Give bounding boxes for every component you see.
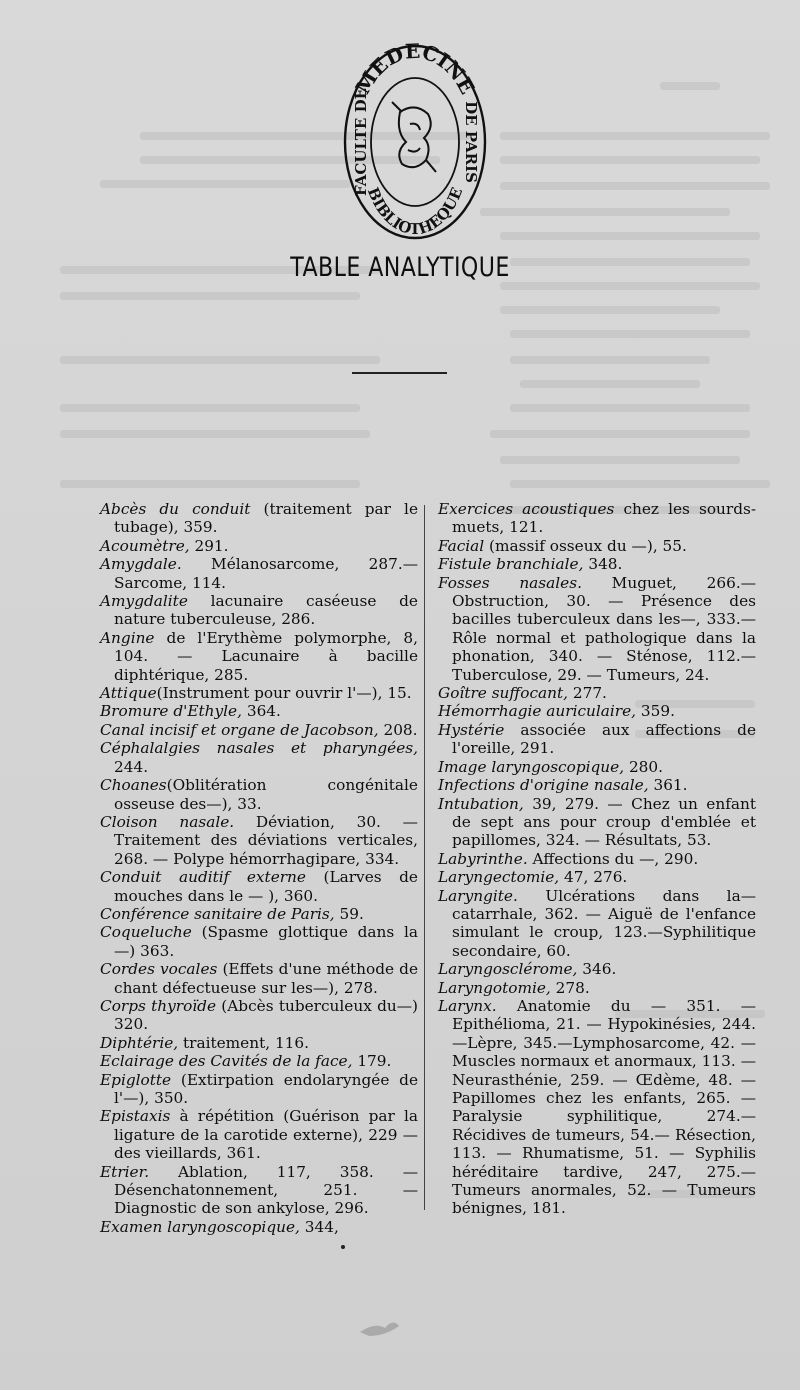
index-entry-text: chez les sourds-muets, 121. — [452, 500, 757, 537]
index-entry — [438, 960, 756, 978]
index-entry — [438, 776, 756, 794]
index-entry-text: (Abcès tuberculeux du—) 320. — [114, 996, 418, 1034]
index-entry — [438, 537, 756, 555]
index-entry-text: lacunaire caséeuse de nature tuberculeuse, 286. — [114, 592, 418, 629]
index-entry-heading: Corps thyroïde — [100, 996, 217, 1015]
index-entry — [438, 555, 756, 573]
index-entry — [100, 997, 418, 1034]
index-entry-heading: Epiglotte — [100, 1070, 172, 1089]
index-entry-heading: Goître suffocant, — [438, 684, 568, 703]
index-entry-heading: Etrier. — [100, 1162, 150, 1181]
index-entry — [100, 555, 418, 592]
index-entry-heading: Hémorrhagie auriculaire, — [438, 702, 637, 721]
index-entry-text: 277. — [568, 684, 607, 703]
index-entry-heading: Cordes vocales — [100, 960, 218, 979]
index-entry-heading: Conférence sanitaire de Paris, — [100, 904, 335, 923]
title-rule — [352, 372, 447, 374]
index-entry-text: 244. — [114, 757, 149, 776]
index-entry — [438, 795, 756, 850]
stamp-left-text: FACULTE DE — [352, 87, 370, 197]
index-entry-text: Mélanosarcome, 287.— Sarcome, 114. — [114, 555, 418, 592]
svg-text:BIBLIOTHEQUE — [364, 185, 466, 238]
index-entry-heading: Image laryngoscopique, — [438, 757, 625, 776]
index-entry — [438, 887, 756, 961]
index-entry-heading: Epistaxis — [100, 1107, 171, 1126]
index-entry-heading: Fosses nasales. — [438, 573, 582, 592]
index-entry-heading: Fistule branchiale, — [438, 555, 584, 574]
index-entry-heading: Hystérie — [438, 720, 505, 739]
index-entry-text: Ulcérations dans la—catarrhale, 362. — Aiguë de l'enfance simulant le croup, 123.—Syphilitique secondaire, 60. — [452, 886, 756, 960]
index-entry-heading: Canal incisif et organe de Jacobson, — [100, 720, 379, 739]
index-entry — [100, 629, 418, 684]
column-divider — [424, 505, 425, 1210]
index-entry-text: 47, 276. — [559, 868, 628, 887]
index-entry — [100, 702, 418, 720]
index-entry-text: 348. — [583, 555, 623, 574]
index-entry-heading: Intubation, — [438, 794, 524, 813]
index-entry-text: 59. — [334, 904, 364, 923]
index-entry-text: (traitement par le tubage), 359. — [114, 500, 419, 537]
index-entry-text: 346. — [577, 960, 617, 979]
index-entry-heading: Choanes — [100, 776, 167, 795]
index-entry-heading: Coqueluche — [100, 923, 192, 942]
index-entry — [100, 813, 418, 868]
index-entry-heading: Amygdalite — [100, 592, 188, 611]
index-entry-text: (Larves de mouches dans le — ), 360. — [114, 868, 418, 905]
index-entry-text: 291. — [189, 536, 229, 555]
index-entry-text: 361. — [648, 776, 688, 795]
index-entry-heading: Laryngosclérome, — [438, 960, 578, 979]
index-entry — [100, 905, 418, 923]
index-entry-heading: Conduit auditif externe — [100, 868, 306, 887]
index-entry-text: 280. — [624, 757, 664, 776]
index-entry-text: (Spasme glottique dans la—) 363. — [114, 923, 418, 960]
index-entry-heading: Céphalalgies nasales et pharyngées, — [100, 739, 418, 758]
index-entry-text: associée aux affections de l'oreille, 291. — [452, 720, 756, 758]
paper-mark — [355, 1310, 405, 1340]
index-entry — [438, 702, 756, 720]
index-entry — [438, 500, 756, 537]
index-entry — [100, 592, 418, 629]
index-entry-text: (Instrument pour ouvrir l'—), 15. — [156, 684, 412, 703]
index-entry — [100, 1107, 418, 1162]
index-entry-text: 364. — [241, 702, 281, 721]
index-entry — [438, 758, 756, 776]
index-entry — [100, 684, 418, 702]
index-entry — [100, 776, 418, 813]
index-entry — [100, 1218, 418, 1236]
ink-speck — [341, 1245, 345, 1249]
stamp-right-text: DE PARIS — [462, 101, 480, 183]
index-entry-heading: Angine — [100, 628, 155, 647]
index-entry-heading: Attique — [100, 684, 157, 703]
index-entry-text: 344, — [299, 1217, 339, 1236]
index-entry-text: Affections du —, 290. — [527, 849, 699, 868]
index-entry-text: Anatomie du — 351. — Epithélioma, 21. — Hypokinésies, 244. —Lèpre, 345.—Lymphosarcome, 42. — Muscles normaux et anormaux, 113. —Neurasthénie, 259. — Œdème, 48. —Papillomes chez les enfants, 265. —Paralysie syphilitique, 274.— Récidives de tumeurs, 54.— Résection, 113. — Rhumatisme, 51. — Syphilis héréditaire tardive, 247, 275.— Tumeurs anormales, 52. — Tumeurs bénignes, 181. — [452, 996, 756, 1218]
stamp-top-text: MEDECINE — [350, 42, 480, 99]
index-entry-text: à répétition (Guérison par la ligature de la carotide externe), 229 — des vieillards, 361. — [114, 1107, 418, 1163]
index-entry-heading: Labyrinthe. — [438, 849, 528, 868]
index-entry-heading: Acoumètre, — [100, 536, 190, 555]
index-entry-text: 359. — [636, 702, 675, 721]
stamp-emblem-icon — [392, 102, 436, 172]
index-entry — [100, 739, 418, 776]
index-entry — [438, 868, 756, 886]
stamp-bottom-text: BIBLIOTHEQUE — [363, 184, 467, 239]
page-title: TABLE ANALYTIQUE — [290, 252, 510, 283]
library-stamp — [340, 42, 490, 242]
index-entry-text: (Extirpation endolaryngée de l'—), 350. — [114, 1070, 418, 1107]
index-entry-heading: Cloison nasale. — [100, 812, 235, 831]
index-entry — [100, 1034, 418, 1052]
index-entry-text: 278. — [550, 978, 590, 997]
index-entry-text: (Effets d'une méthode de chant défectueuse sur les—), 278. — [114, 960, 418, 997]
index-entry-text: de l'Erythème polymorphe, 8, 104. — Lacunaire à bacille diphtérique, 285. — [114, 628, 418, 684]
index-entry-text: 208. — [378, 720, 418, 739]
index-entry — [100, 537, 418, 555]
index-entry-heading: Bromure d'Ethyle, — [100, 702, 242, 721]
index-entry — [100, 721, 418, 739]
index-entry-text: traitement, 116. — [178, 1033, 310, 1052]
index-entry-heading: Diphtérie, — [100, 1033, 179, 1052]
index-entry — [438, 574, 756, 684]
index-entry — [100, 1163, 418, 1218]
index-entry-heading: Laryngectomie, — [438, 868, 560, 887]
index-entry-heading: Laryngotomie, — [438, 978, 551, 997]
index-entry-heading: Laryngite. — [438, 886, 518, 905]
index-entry-heading: Abcès du conduit — [100, 500, 251, 518]
index-entry — [100, 1052, 418, 1070]
index-entry — [438, 850, 756, 868]
index-entry — [438, 721, 756, 758]
index-entry-heading: Eclairage des Cavités de la face, — [100, 1052, 353, 1071]
index-entry — [100, 1071, 418, 1108]
index-entry-heading: Amygdale. — [100, 555, 182, 574]
index-entry-text: (Oblitération congénitale osseuse des—), 33. — [114, 776, 418, 813]
index-column-left — [100, 500, 418, 1236]
index-entry-text: 39, 279. — Chez un enfant de sept ans pour croup d'emblée et papillomes, 324. — Résultats, 53. — [452, 794, 756, 850]
index-entry-text: 179. — [352, 1052, 392, 1071]
index-entry-text: Déviation, 30. — Traitement des déviations verticales, 268. — Polype hémorrhagipare, 334. — [114, 812, 418, 868]
index-entry — [438, 979, 756, 997]
index-entry-heading: Larynx. — [438, 996, 497, 1015]
index-entry — [100, 500, 418, 537]
index-entry — [100, 960, 418, 997]
index-entry-heading: Examen laryngoscopique, — [100, 1217, 300, 1236]
index-entry — [438, 684, 756, 702]
index-entry-text: Muguet, 266.— Obstruction, 30. — Présence des bacilles tuberculeux dans les—, 333.— Rôle normal et pathologique dans la phonation, 340. — Sténose, 112.— Tuberculose, 29. — Tumeurs, 24. — [452, 573, 756, 684]
index-entry-text: (massif osseux du —), 55. — [484, 536, 687, 555]
index-entry — [100, 923, 418, 960]
index-entry — [438, 997, 756, 1218]
index-entry-heading: Infections d'origine nasale, — [438, 776, 649, 795]
index-entry-heading: Facial — [438, 536, 485, 555]
index-entry-text: Ablation, 117, 358. — Désenchatonnement, 251. — Diagnostic de son ankylose, 296. — [114, 1162, 418, 1218]
index-entry-heading: Exercices acoustiques — [438, 500, 615, 518]
index-entry — [100, 868, 418, 905]
index-column-right — [438, 500, 756, 1218]
